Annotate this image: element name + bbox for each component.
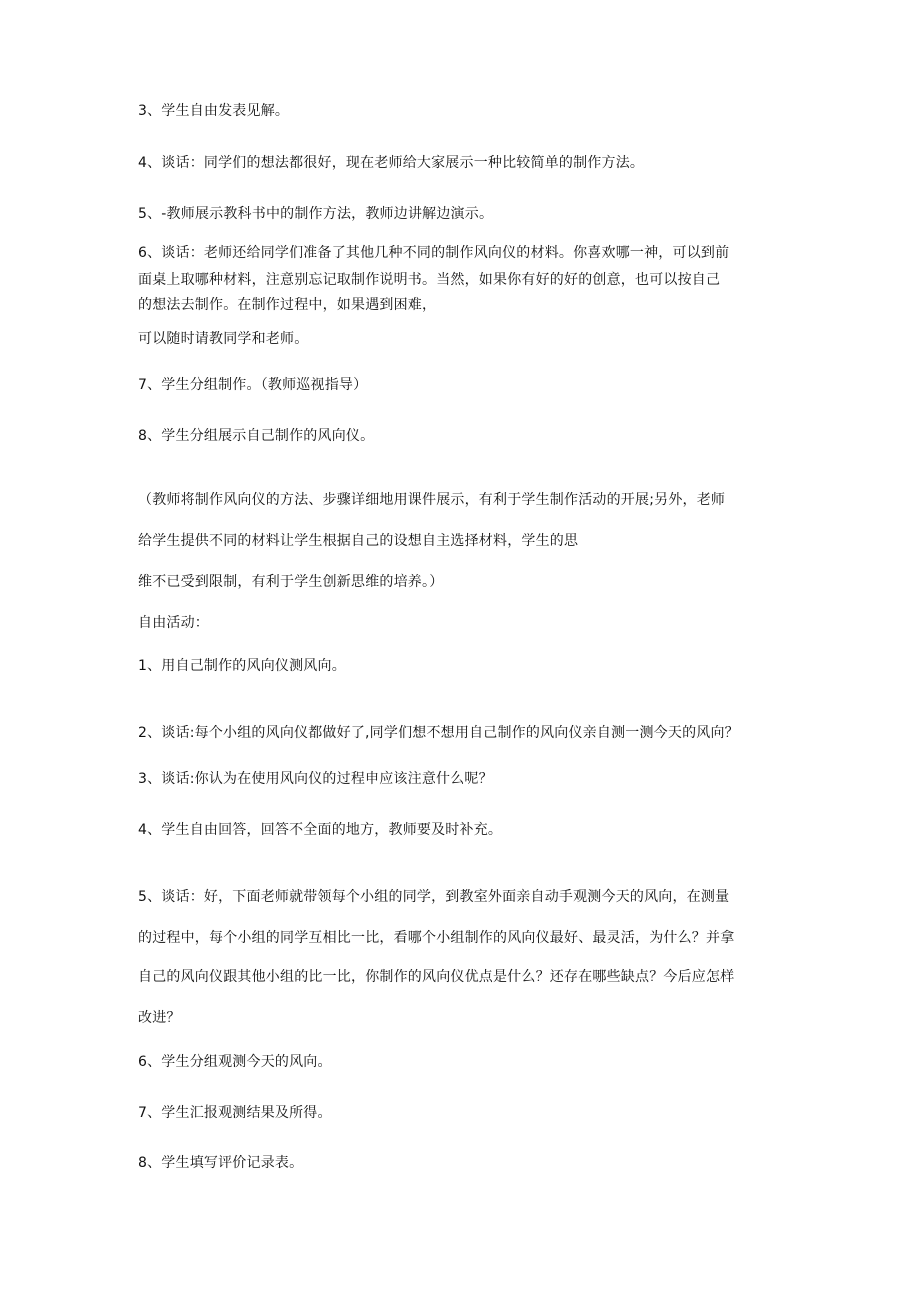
- section-heading: 自由活动：: [138, 615, 209, 631]
- step-8-line: 8、学生分组展示自己制作的风向仪。: [138, 428, 375, 444]
- step-5-line: 5、-教师展示教科书中的制作方法，教师边讲解边演示。: [138, 206, 494, 222]
- activity-5-line-3: 自己的风向仪跟其他小组的比一比，你制作的风向仪优点是什么？还存在哪些缺点？今后应怎样: [138, 969, 735, 985]
- note-line-1: （教师将制作风向仪的方法、步骤详细地用课件展示，有利于学生制作活动的开展;另外，老师: [138, 492, 726, 508]
- activity-4-line: 4、学生自由回答，回答不全面的地方，教师要及时补充。: [138, 822, 503, 838]
- activity-8-line: 8、学生填写评价记录表。: [138, 1155, 304, 1171]
- step-6-line-4: 可以随时请教同学和老师。: [138, 331, 309, 347]
- note-line-2: 给学生提供不同的材料让学生根据自己的设想自主选择材料，学生的思: [138, 533, 579, 549]
- step-3-line: 3、学生自由发表见解。: [138, 103, 290, 119]
- step-6-line-2: 面桌上取哪种材料，注意别忘记取制作说明书。当然，如果你有好的好的创意，也可以按自己: [138, 272, 721, 288]
- activity-7-line: 7、学生汇报观测结果及所得。: [138, 1105, 332, 1121]
- activity-5-line-1: 5、谈话：好，下面老师就带领每个小组的同学，到教室外面亲自动手观测今天的风向，在测量: [138, 889, 730, 905]
- activity-3-line: 3、谈话:你认为在使用风向仪的过程申应该注意什么呢？: [138, 771, 493, 787]
- activity-5-line-2: 的过程中，每个小组的同学互相比一比，看哪个小组制作的风向仪最好、最灵活，为什么？并拿: [138, 930, 735, 946]
- step-4-line: 4、谈话：同学们的想法都很好，现在老师给大家展示一种比较简单的制作方法。: [138, 155, 645, 171]
- activity-2-line: 2、谈话:每个小组的风向仪都做好了,同学们想不想用自己制作的风向仪亲自测一测今天的风向？: [138, 725, 739, 741]
- step-6-line-3: 的想法去制作。在制作过程中，如果遇到困难，: [138, 297, 437, 313]
- step-6-line-1: 6、谈话：老师还给同学们准备了其他几种不同的制作风向仪的材料。你喜欢哪一神，可以到前: [138, 245, 730, 261]
- activity-1-line: 1、用自己制作的风向仪测风向。: [138, 658, 346, 674]
- step-7-line: 7、学生分组制作。（教师巡视指导）: [138, 377, 368, 393]
- note-line-3: 维不已受到限制，有利于学生创新思维的培养。）: [138, 574, 444, 590]
- activity-6-line: 6、学生分组观测今天的风向。: [138, 1054, 332, 1070]
- activity-5-line-4: 改进？: [138, 1010, 181, 1026]
